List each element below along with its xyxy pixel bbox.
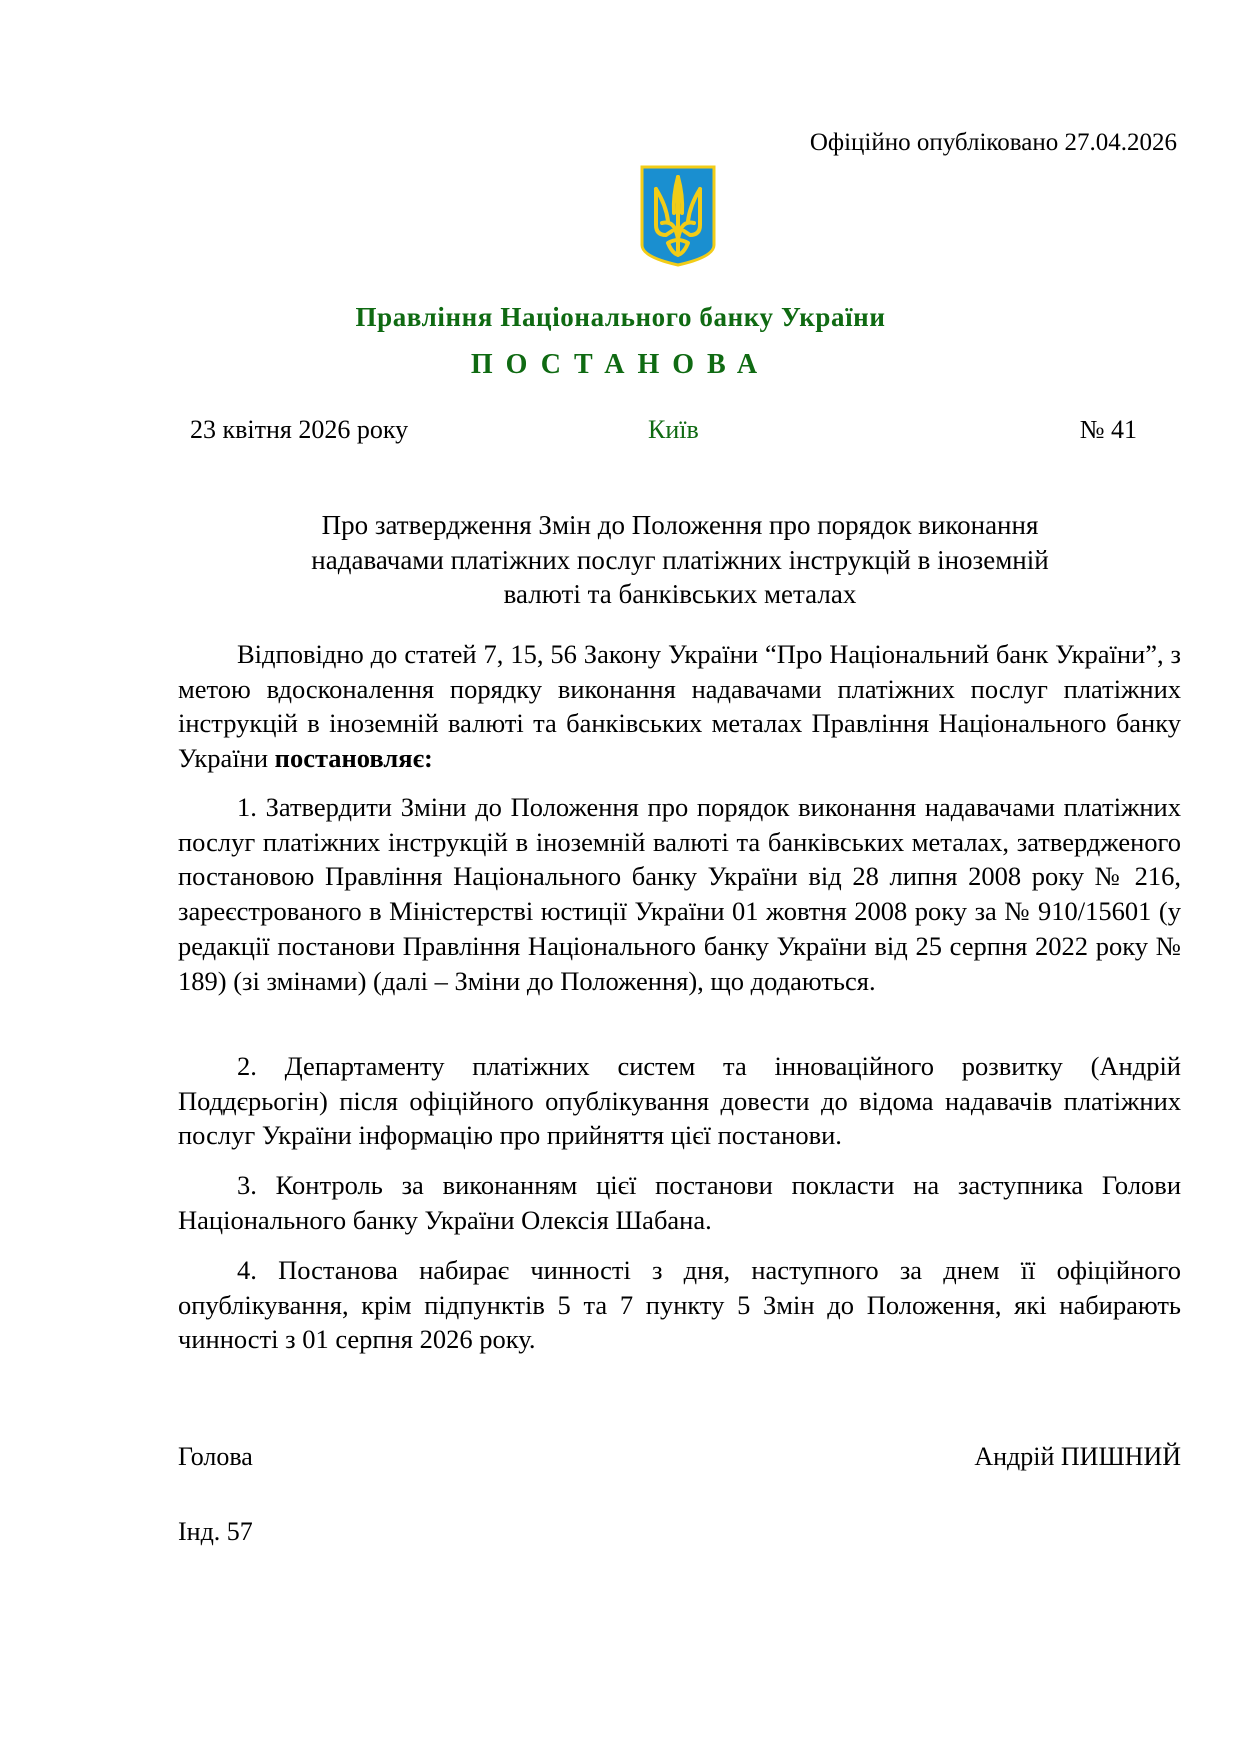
- organization-name: [0, 300, 1241, 334]
- index-number: [178, 1516, 253, 1548]
- item-2: [178, 1049, 1181, 1153]
- document-number-text: № 41: [1079, 415, 1137, 444]
- publication-note: [810, 128, 1177, 158]
- item-3: [178, 1168, 1181, 1237]
- item-4: [178, 1253, 1181, 1357]
- signatory-name-text: Андрій ПИШНИЙ: [974, 1442, 1181, 1471]
- document-city-text: Київ: [648, 415, 699, 444]
- index-number-text: Інд. 57: [178, 1517, 253, 1546]
- preamble: [178, 637, 1181, 776]
- signatory-position-text: Голова: [178, 1442, 253, 1471]
- preamble-paragraph: [178, 637, 1181, 776]
- signatory-name: [974, 1441, 1181, 1473]
- item-paragraph: 1. Затвердити Зміни до Положення про порядок виконання надавачами платіжних послуг платіжних інструкцій в іноземній валюті та банківських металах, затвердженого постановою Правління Національного банку України від 28 липня 2008 року № 216, зареєстрованого в Міністерстві юстиції України 01 жовтня 2008 року за № 910/15601 (у редакції постанови Правління Національного банку України від 25 серпня 2022 року № 189) (зі змінами) (далі – Зміни до Положення), що додаються.: [178, 792, 1181, 996]
- organization-name-text: Правління Національного банку України: [355, 302, 886, 332]
- publication-note-text: Офіційно опубліковано 27.04.2026: [809, 129, 1177, 156]
- document-date-text: 23 квітня 2026 року: [190, 415, 409, 444]
- preamble-text: Відповідно до статей 7, 15, 56 Закону України “Про Національний банк України”, з метою вдосконалення порядку виконання надавачами платіжних послуг платіжних інструкцій в іноземній валюті та банківських металах Правління Національного банку України: [178, 639, 1181, 774]
- item-paragraph: 3. Контроль за виконанням цієї постанови покласти на заступника Голови Національного банку України Олексія Шабана.: [178, 1170, 1181, 1235]
- preamble-emphasis: постановляє:: [274, 743, 433, 774]
- document-number: [1080, 414, 1137, 446]
- coat-of-arms-icon: [640, 165, 716, 267]
- document-date: [190, 414, 408, 446]
- item-paragraph: 4. Постанова набирає чинності з дня, наступного за днем її офіційного опублікування, крім підпунктів 5 та 7 пункту 5 Змін до Положення, які набирають чинності з 01 серпня 2026 року.: [178, 1255, 1181, 1355]
- item-paragraph: 2. Департаменту платіжних систем та інноваційного розвитку (Андрій Поддєрьогін) після офіційного опублікування довести до відома надавачів платіжних послуг України інформацію про прийняття цієї постанови.: [178, 1051, 1181, 1151]
- document-type: [0, 348, 1241, 382]
- document-type-text: ПОСТАНОВА: [470, 349, 771, 380]
- item-1: [178, 790, 1181, 998]
- document-subject: Про затвердження Змін до Положення про порядок виконання надавачами платіжних послуг платіжних інструкцій в іноземній валюті та банківських металах: [311, 510, 1049, 609]
- document-city: [648, 414, 699, 446]
- signatory-position: [178, 1441, 253, 1473]
